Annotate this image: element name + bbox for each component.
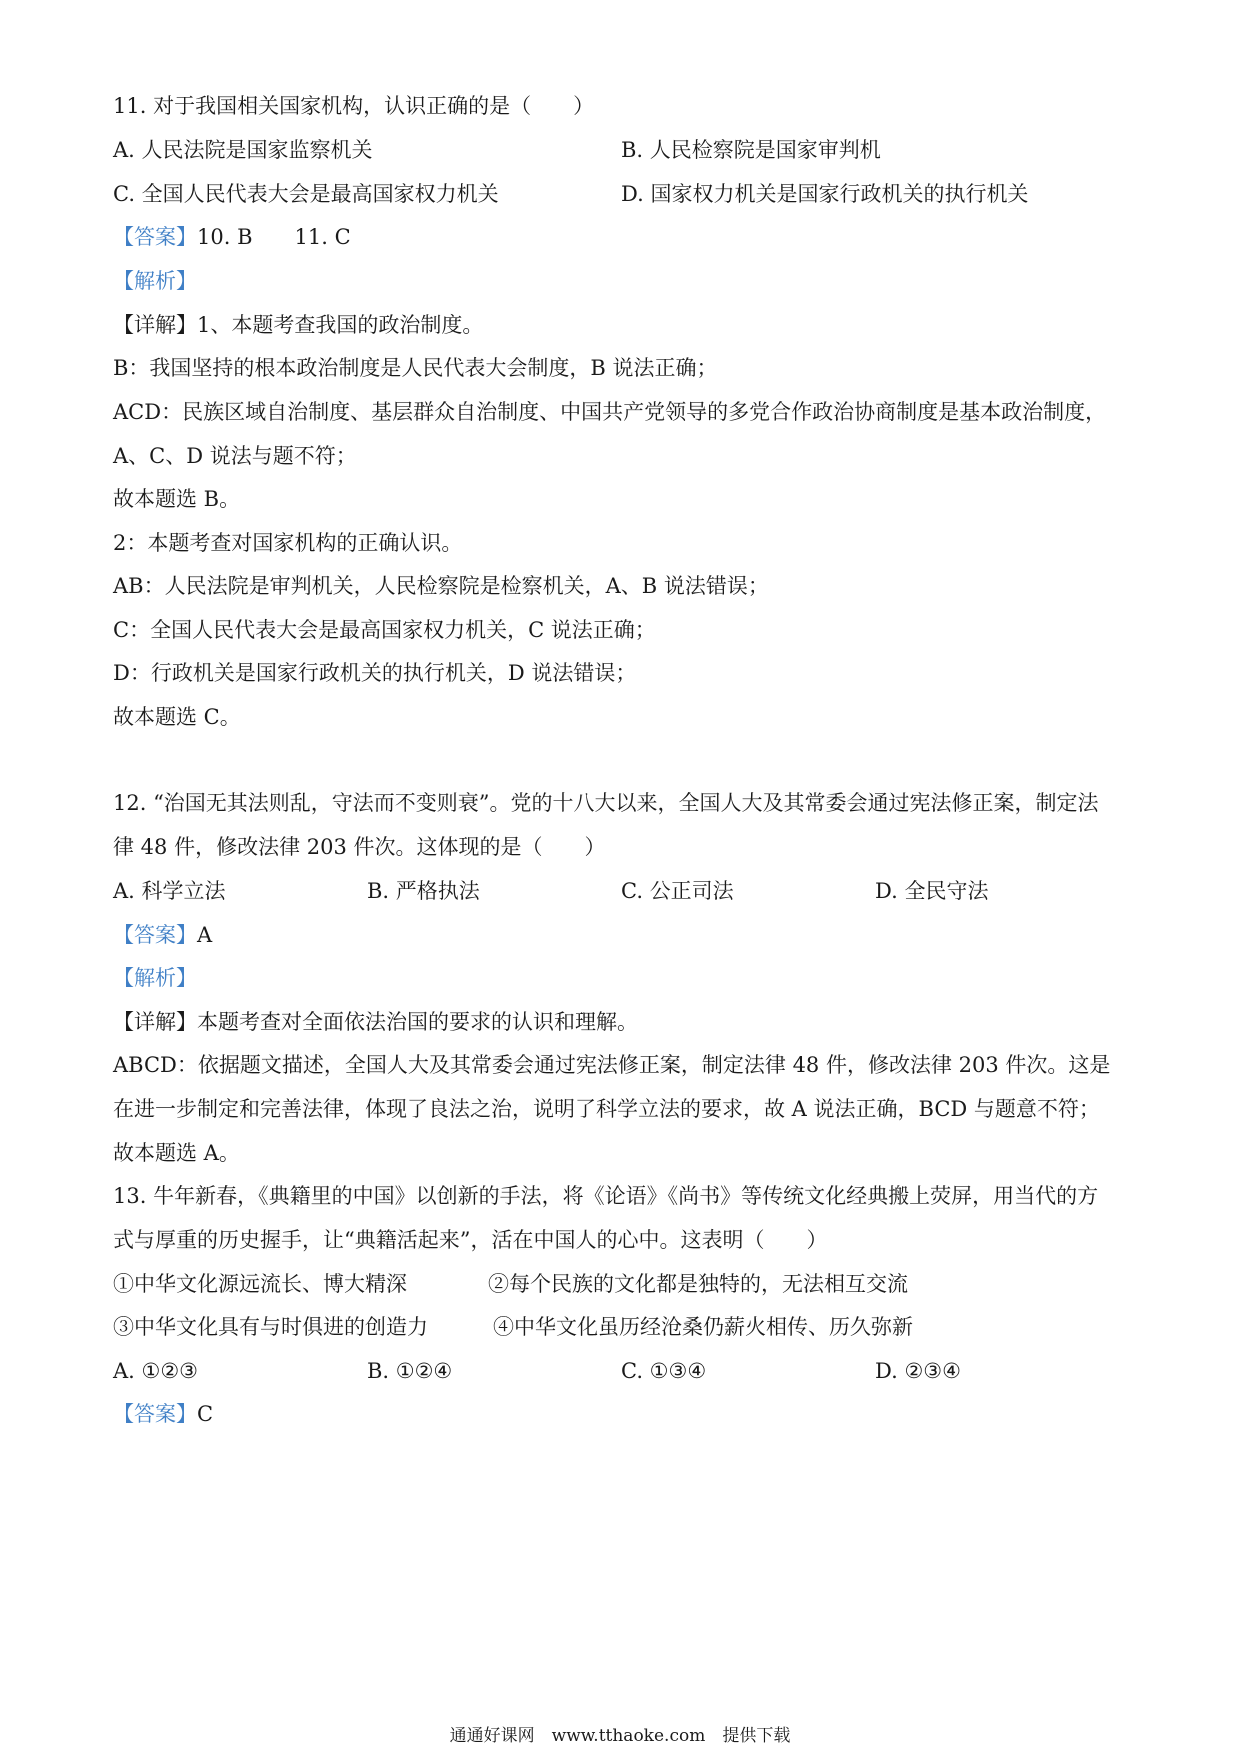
q13-stem-line-2: 式与厚重的历史握手，让“典籍活起来”，活在中国人的心中。这表明（ ） <box>113 1228 828 1252</box>
answer-10-11 <box>113 222 351 252</box>
q12-option-c: C. 公正司法 <box>621 879 734 903</box>
q13-statement-3: ③中华文化具有与时俱进的创造力 <box>113 1315 428 1339</box>
explanation-line: 2：本题考查对国家机构的正确认识。 <box>113 531 463 555</box>
analysis-label: 【解析】 <box>113 269 197 293</box>
q12-stem-line-1: 12. “治国无其法则乱，守法而不变则衰”。党的十八大以来，全国人大及其常委会通过宪法修正案，制定法 <box>113 791 1099 815</box>
explanation-line: 故本题选 B。 <box>113 487 241 511</box>
explanation-line: 【详解】1、本题考查我国的政治制度。 <box>113 313 484 337</box>
q13-answer <box>113 1399 213 1429</box>
q12-option-b: B. 严格执法 <box>367 879 480 903</box>
explanation-line: 故本题选 C。 <box>113 705 241 729</box>
q13-option-c: C. ①③④ <box>621 1359 707 1383</box>
explanation-line: AB：人民法院是审判机关，人民检察院是检察机关，A、B 说法错误； <box>113 574 769 598</box>
explanation-line: D：行政机关是国家行政机关的执行机关，D 说法错误； <box>113 661 637 685</box>
explanation-line: ABCD：依据题文描述，全国人大及其常委会通过宪法修正案，制定法律 48 件，修改法律 203 件次。这是 <box>113 1053 1111 1077</box>
q13-statements-row-1 <box>113 1269 908 1299</box>
q11-stem: 11. 对于我国相关国家机构，认识正确的是（ ） <box>113 94 595 118</box>
answer-label: 【答案】 <box>113 225 197 249</box>
q11-option-d: D. 国家权力机关是国家行政机关的执行机关 <box>621 182 1029 206</box>
q13-option-a: A. ①②③ <box>113 1359 198 1383</box>
answer-label: 【答案】 <box>113 923 197 947</box>
explanation-line: 故本题选 A。 <box>113 1141 240 1165</box>
q11-option-b: B. 人民检察院是国家审判机 <box>621 138 881 162</box>
answer-text: 10. B 11. C <box>197 225 351 249</box>
q13-statements-row-2 <box>113 1312 913 1342</box>
answer-text: A <box>197 923 213 947</box>
explanation-line: A、C、D 说法与题不符； <box>113 444 357 468</box>
q11-option-c: C. 全国人民代表大会是最高国家权力机关 <box>113 182 499 206</box>
explanation-line: ACD：民族区域自治制度、基层群众自治制度、中国共产党领导的多党合作政治协商制度是基本政治制度， <box>113 400 1107 424</box>
answer-label: 【答案】 <box>113 1402 197 1426</box>
explanation-line: B：我国坚持的根本政治制度是人民代表大会制度，B 说法正确； <box>113 356 718 380</box>
q12-option-d: D. 全民守法 <box>875 879 989 903</box>
q13-stem-line-1: 13. 牛年新春，《典籍里的中国》以创新的手法，将《论语》《尚书》等传统文化经典搬上荧屏，用当代的方 <box>113 1184 1099 1208</box>
explanation-line: C：全国人民代表大会是最高国家权力机关，C 说法正确； <box>113 618 656 642</box>
answer-text: C <box>197 1402 214 1426</box>
q12-stem-line-2: 律 48 件，修改法律 203 件次。这体现的是（ ） <box>113 835 606 859</box>
explanation-line: 【详解】本题考查对全面依法治国的要求的认识和理解。 <box>113 1010 638 1034</box>
q13-options <box>113 1356 961 1386</box>
analysis-label: 【解析】 <box>113 966 197 990</box>
q11-option-a: A. 人民法院是国家监察机关 <box>113 138 373 162</box>
q12-answer <box>113 920 212 950</box>
q13-option-d: D. ②③④ <box>875 1359 961 1383</box>
q13-statement-2: ②每个民族的文化都是独特的，无法相互交流 <box>488 1272 908 1296</box>
document-page <box>113 0 1133 1754</box>
q12-option-a: A. 科学立法 <box>113 879 226 903</box>
q13-statement-1: ①中华文化源远流长、博大精深 <box>113 1272 407 1296</box>
q11-options-row-1 <box>113 135 881 165</box>
q13-option-b: B. ①②④ <box>367 1359 453 1383</box>
q13-statement-4: ④中华文化虽历经沧桑仍薪火相传、历久弥新 <box>493 1315 913 1339</box>
footer-source: 通通好课网 www.tthaoke.com 提供下载 <box>449 1726 791 1746</box>
q12-options <box>113 876 989 906</box>
explanation-line: 在进一步制定和完善法律，体现了良法之治，说明了科学立法的要求，故 A 说法正确，BCD 与题意不符； <box>113 1097 1100 1121</box>
q11-options-row-2 <box>113 179 1029 209</box>
